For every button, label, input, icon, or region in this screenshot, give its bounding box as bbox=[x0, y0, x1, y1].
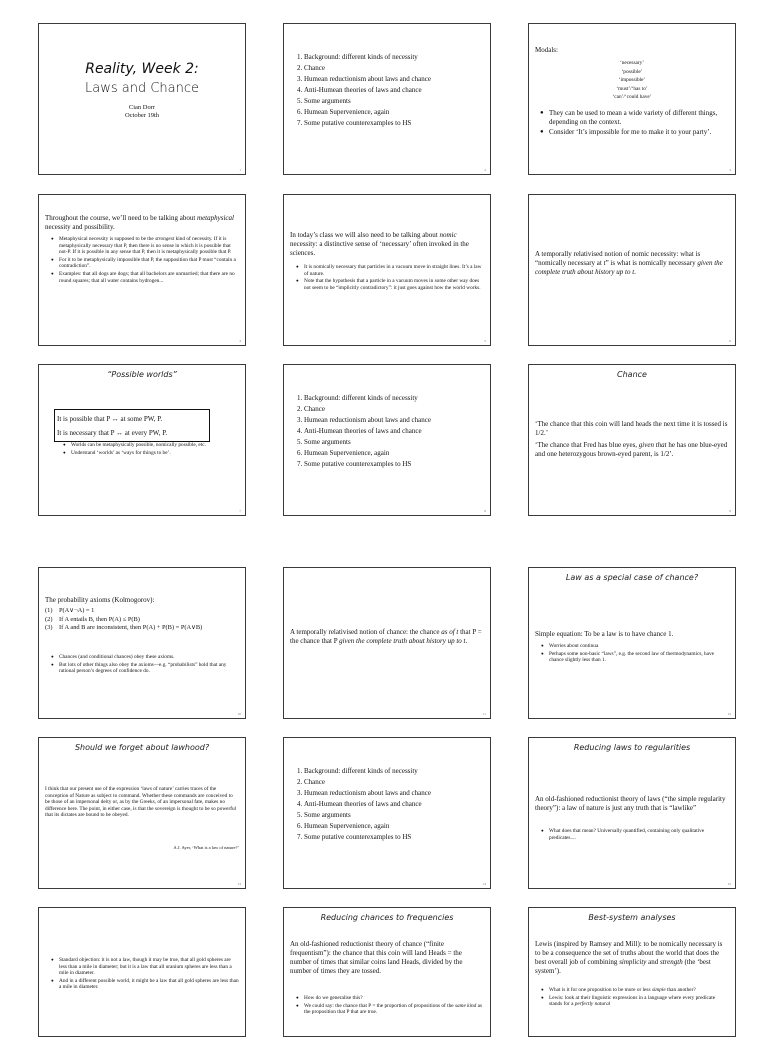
slide-title: Reality, Week 2: bbox=[85, 61, 199, 77]
bullet-item: ● Understand ‘worlds’ as ‘ways for things to be’. bbox=[71, 450, 235, 457]
intro-text-part: necessity: a distinctive sense of ‘necessary’ often invoked in the sciences. bbox=[290, 240, 469, 257]
intro-text-emphasis: nomic bbox=[439, 231, 457, 239]
outline-item: 3. Humean reductionism about laws and chance bbox=[304, 74, 484, 85]
page-number: 4 bbox=[239, 339, 241, 343]
slide-15 bbox=[528, 737, 736, 889]
page-number: 5 bbox=[484, 339, 486, 343]
slide-title: Best-system analyses bbox=[588, 913, 676, 922]
definition-line: It is necessary that P ↔ at every PW, P. bbox=[57, 429, 168, 437]
slide-8 bbox=[283, 364, 491, 516]
definition-line: It is possible that P ↔ at some PW, P. bbox=[57, 415, 163, 423]
outline-item: 2. Chance bbox=[304, 777, 484, 788]
theory-text: Lewis (inspired by Ramsey and Mill): to be nomically necessary is to be a consequence the set of truths about the world that does the best overall job of combining simplicity and strength (the ‘best system’). bbox=[535, 940, 723, 975]
bullet-item: ● Note that the hypothesis that a particle in a vacuum moves in some other way does not seem to be “implicitly contradictory”: it just goes against how the world works. bbox=[304, 278, 484, 291]
outline-item: 4. Anti-Humean theories of laws and chance bbox=[304, 799, 484, 810]
bullet-item: ● How do we generalise this? bbox=[304, 995, 484, 1002]
author: Cian Dorr bbox=[128, 104, 156, 111]
bullet-list bbox=[57, 442, 235, 457]
theory-text: An old-fashioned reductionist theory of chance (“finite frequentism”): the chance that this coin will land Heads = the number of times that similar coins land Heads, divided by the number of times they are tossed. bbox=[290, 940, 463, 975]
modals-list bbox=[535, 59, 729, 102]
slide-title: Reducing laws to regularities bbox=[573, 743, 691, 752]
slide-5 bbox=[283, 194, 491, 346]
outline-item: 1. Background: different kinds of necessity bbox=[304, 393, 484, 404]
page-number: 3 bbox=[729, 168, 731, 172]
outline-item: 1. Background: different kinds of necessity bbox=[304, 52, 484, 63]
bullet-item: ● But lots of other things also obey the axioms—e.g. “probabilists” hold that any rational person’s degrees of confidence do. bbox=[59, 662, 239, 675]
bullet-item: ● It is nomically necessary that particles in a vacuum move in straight lines. It’s a law of nature. bbox=[304, 264, 484, 277]
bullet-item: ● Chances (and conditional chances) obey these axioms. bbox=[59, 654, 239, 661]
slide-1 bbox=[38, 23, 246, 175]
page-number: 9 bbox=[729, 509, 731, 513]
page-number: 6 bbox=[729, 339, 731, 343]
intro-text-part: In today’s class we will also need to be talking about bbox=[290, 231, 438, 239]
outline-list bbox=[290, 393, 484, 470]
slide-3 bbox=[528, 23, 736, 175]
modal-word: ‘must’/‘has to’ bbox=[616, 85, 648, 92]
slide-10 bbox=[38, 567, 246, 719]
outline-item: 2. Chance bbox=[304, 404, 484, 415]
slide-12 bbox=[528, 567, 736, 719]
intro-text-emphasis: metaphysical bbox=[197, 214, 234, 222]
outline-item: 3. Humean reductionism about laws and chance bbox=[304, 788, 484, 799]
axioms-heading: The probability axioms (Kolmogorov): bbox=[45, 596, 155, 604]
axioms-list bbox=[45, 607, 239, 633]
outline-item: 5. Some arguments bbox=[304, 810, 484, 821]
modal-word: ‘can’/‘could have’ bbox=[612, 94, 652, 100]
theory-text: An old-fashioned reductionist theory of laws (“the simple regularity theory”): a law of nature is just any truth that is “lawlike” bbox=[535, 795, 726, 812]
definition-box bbox=[54, 409, 210, 442]
bullet-item: ● Worlds can be metaphysically possible, nomically possible, etc. bbox=[71, 442, 235, 449]
bullet-item: ● Lewis: look at their linguistic expressions in a language where every predicate stands for a perfectly natural bbox=[549, 995, 729, 1008]
definition-text: A temporally relativised notion of nomic necessity: what is “nomically necessary at t” is what is nomically necessary given the complete truth about history up to t. bbox=[535, 250, 723, 276]
outline-item: 4. Anti-Humean theories of laws and chance bbox=[304, 426, 484, 437]
page-number: 11 bbox=[482, 712, 486, 716]
outline-item: 5. Some arguments bbox=[304, 96, 484, 107]
outline-item: 4. Anti-Humean theories of laws and chance bbox=[304, 85, 484, 96]
modal-word: ‘possible’ bbox=[621, 68, 643, 75]
outline-item: 7. Some putative counterexamples to HS bbox=[304, 459, 484, 470]
outline-item: 6. Humean Supervenience, again bbox=[304, 107, 484, 118]
outline-item: 6. Humean Supervenience, again bbox=[304, 821, 484, 832]
slide-title: Reducing chances to frequencies bbox=[320, 913, 454, 922]
slide-title: Law as a special case of chance? bbox=[565, 573, 699, 582]
bullet-item: ● What is it for one proposition to be more or less simple than another? bbox=[549, 987, 729, 994]
slide-7 bbox=[38, 364, 246, 516]
slide-6 bbox=[528, 194, 736, 346]
modal-word: ‘impossible’ bbox=[618, 77, 646, 83]
slide-4 bbox=[38, 194, 246, 346]
bullet-item: ● Examples: that all dogs are dogs; that all bachelors are unmarried; that there are no round squares; that all water contains hydrogen... bbox=[59, 271, 239, 284]
bullet-item: ● Worries about continua bbox=[549, 643, 729, 650]
slide-9 bbox=[528, 364, 736, 516]
bullet-item: ● Perhaps some non-basic “laws”, e.g. the second law of thermodynamics, have chance slightly less than 1. bbox=[549, 651, 729, 664]
definition-text: A temporally relativised notion of chance: the chance as of t that P = the chance that P given the complete truth about history up to t. bbox=[290, 628, 482, 645]
bullet-item: ● Consider ‘It’s impossible for me to make it to your party’. bbox=[549, 128, 729, 137]
page-number: 2 bbox=[484, 168, 486, 172]
slide-17 bbox=[283, 907, 491, 1037]
bullet-item: ● And in a different possible world, it might be a law that all gold spheres are less than a mile in diameter. bbox=[59, 978, 239, 991]
outline-item: 6. Humean Supervenience, again bbox=[304, 448, 484, 459]
bullet-item: ● What does that mean? Universally quantified, containing only qualitative predicates.... bbox=[549, 828, 729, 841]
axiom: (2) If A entails B, then P(A) ≤ P(B) bbox=[45, 615, 140, 623]
slide-subtitle: Laws and Chance bbox=[84, 81, 199, 96]
intro-text-part: Throughout the course, we’ll need to be talking about bbox=[45, 214, 196, 222]
page-number: 1 bbox=[239, 168, 241, 172]
page-number: 7 bbox=[239, 509, 241, 513]
modal-word: ‘necessary’ bbox=[619, 60, 645, 66]
page-number: 10 bbox=[237, 712, 241, 716]
page-number: 8 bbox=[484, 509, 486, 513]
axiom: (1) P(A∨¬A) = 1 bbox=[45, 607, 95, 614]
slide-11 bbox=[283, 567, 491, 719]
slide-2 bbox=[283, 23, 491, 175]
outline-item: 3. Humean reductionism about laws and chance bbox=[304, 415, 484, 426]
outline-list bbox=[290, 766, 484, 843]
page-number: 15 bbox=[727, 882, 731, 886]
bullet-list bbox=[290, 995, 484, 1017]
bullet-list bbox=[290, 264, 484, 292]
slide-16 bbox=[38, 907, 246, 1037]
bullet-list bbox=[45, 236, 239, 285]
quote-1: ‘The chance that this coin will land heads the next time it is tossed is 1/2.’ bbox=[535, 420, 728, 437]
bullet-item: ● They can be used to mean a wide variety of different things, depending on the context. bbox=[549, 109, 729, 127]
bullet-list bbox=[45, 654, 239, 676]
date: October 19th bbox=[124, 112, 160, 119]
slide-title: “Possible worlds” bbox=[107, 370, 177, 379]
slide-14 bbox=[283, 737, 491, 889]
bullet-item: ● Metaphysical necessity is supposed to be the strongest kind of necessity. If it is metaphysically necessary that P, then there is no sense in which it is possible that not-P. If it is possible in any sense that P, then it is metaphysically possible that P. bbox=[59, 236, 239, 256]
outline-item: 7. Some putative counterexamples to HS bbox=[304, 118, 484, 129]
slide-18 bbox=[528, 907, 736, 1037]
outline-list bbox=[290, 52, 484, 129]
slide-13 bbox=[38, 737, 246, 889]
page-number: 12 bbox=[727, 712, 731, 716]
quote-text: I think that our present use of the expression ‘laws of nature’ carries traces of the conception of Nature as subject to command. Whether these commands are conceived to be those of an impersonal deity or, as by the Greeks, of an impersonal fate, makes no difference here. The point, in either case, is that the sovereign is thought to be so powerful that its dictates are bound to be obeyed. bbox=[45, 786, 237, 819]
modals-heading: Modals: bbox=[535, 46, 558, 54]
bullet-list bbox=[535, 987, 729, 1009]
bullet-list bbox=[535, 109, 729, 138]
axiom: (3) If A and B are inconsistent, then P(A) + P(B) = P(A∨B) bbox=[45, 624, 203, 631]
outline-item: 5. Some arguments bbox=[304, 437, 484, 448]
slide-title: Should we forget about lawhood? bbox=[74, 743, 210, 752]
quote-citation: A.J. Ayer, ‘What is a law of nature?’ bbox=[173, 845, 239, 850]
bullet-item: ● For it to be metaphysically impossible that P, the supposition that P must “contain a contradiction”. bbox=[59, 257, 239, 270]
bullet-list bbox=[535, 643, 729, 665]
bullet-item: ● Standard objection: it is not a law, though it may be true, that all gold spheres are less than a mile in diameter; but it is a law that all uranium spheres are less than a mile in diameter. bbox=[59, 957, 239, 977]
intro-text bbox=[45, 214, 239, 232]
intro-text bbox=[290, 231, 484, 258]
equation-text: Simple equation: To be a law is to have chance 1. bbox=[535, 630, 674, 638]
page-number: 14 bbox=[482, 882, 486, 886]
outline-item: 2. Chance bbox=[304, 63, 484, 74]
outline-item: 1. Background: different kinds of necessity bbox=[304, 766, 484, 777]
bullet-list bbox=[45, 957, 239, 992]
page-number: 13 bbox=[237, 882, 241, 886]
slide-title: Chance bbox=[617, 370, 647, 379]
intro-text-part: necessity and possibility. bbox=[45, 223, 115, 231]
outline-item: 7. Some putative counterexamples to HS bbox=[304, 832, 484, 843]
bullet-item: ● We could say: the chance that P = the proportion of propositions of the same kind as the proposition that P that are true. bbox=[304, 1003, 484, 1016]
bullet-list bbox=[535, 828, 729, 842]
quote-2: ‘The chance that Fred has blue eyes, given that he has one blue-eyed and one heterozygous brown-eyed parent, is 1/2’. bbox=[535, 441, 728, 458]
